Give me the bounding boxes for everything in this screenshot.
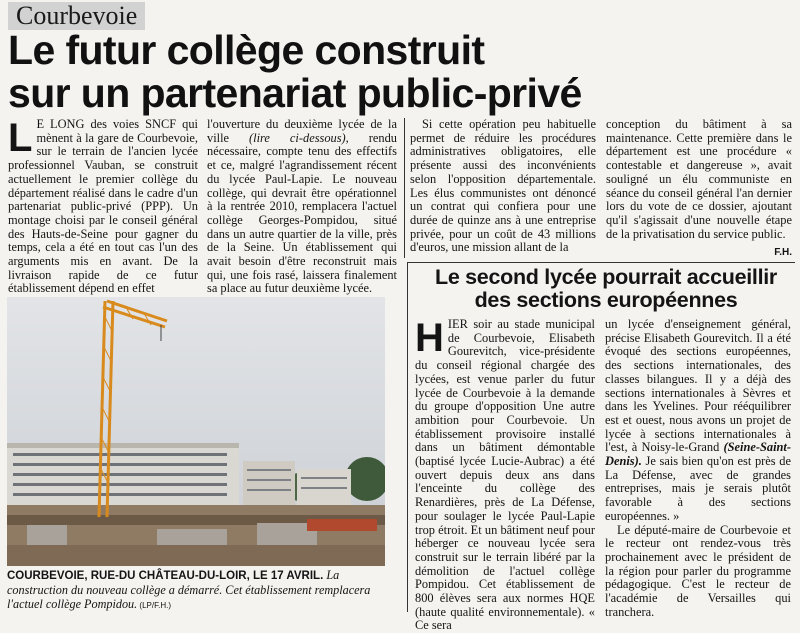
sidebar-title-line-2: des sections européennes <box>474 288 738 312</box>
construction-photo <box>7 297 385 566</box>
article-column-3 <box>410 118 596 255</box>
article-column-2 <box>207 118 397 296</box>
article-column-1 <box>8 118 198 296</box>
article-column-2-text-b: rendu nécessaire, compte tenu des effectifs et ce, malgré l'agrandissement récent du lycée Paul-Lapie. Le nouveau collège, qui devrait être opérationnel à la rentrée 2010, remplacera l'actuel collège Georges-Pompidou, situé dans un autre quartier de la ville, près de la Seine. Un établissement qui avait besoin d'être reconstruit mais qui, une fois rasé, laissera finalement sa place au futur deuxième lycée. <box>207 130 398 296</box>
article-column-4 <box>606 118 792 260</box>
formwork <box>307 519 377 531</box>
sidebar-column-2-text-b: Je sais bien qu'on est près de La Défense, avec de grandes entreprises, mais je serais plutôt favorable à des sections européennes. » <box>605 454 791 523</box>
section-kicker: Courbevoie <box>8 2 145 30</box>
headline-line-2: sur un partenariat public-privé <box>8 70 582 116</box>
sidebar-column-2-text-c: Le député-maire de Courbevoie et le recteur ont rendez-vous très prochainement avec le président de la région pour parler du programme pédagogique. C'est le recteur de l'académie de Versailles qui tranchera. <box>605 522 791 619</box>
sidebar-top-rule <box>407 262 795 263</box>
dropcap: L <box>8 116 33 160</box>
author-signature: F.H. <box>774 247 792 259</box>
sidebar-left-rule <box>407 262 408 612</box>
foreground-dirt <box>7 545 385 566</box>
photo-credit: (LP/F.H.) <box>137 601 171 610</box>
caption-place: COURBEVOIE, RUE-DU CHÂTEAU-DU-LOIR, LE 17 AVRIL. <box>7 570 324 582</box>
construction-site-illustration <box>7 297 385 566</box>
headline-line-1: Le futur collège construit <box>8 27 485 73</box>
caption-text: La construction du nouveau collège a démarré. Cet établissement remplacera l'actuel collège Pompidou. <box>7 568 371 611</box>
apartment-building <box>7 443 239 505</box>
cross-reference: (lire ci-dessous), <box>249 130 349 145</box>
sidebar-title-line-1: Le second lycée pourrait accueillir <box>434 265 777 289</box>
article-column-1-text: E LONG des voies SNCF qui mènent à la gare de Courbevoie, sur le terrain de l'ancien lycée professionnel Vauban, se construit actuellement le premier collège du département réalisé dans le cadre d'un partenariat public-privé (PPP). Un montage choisi par le conseil général des Hauts-de-Seine pour gagner du temps, cela a été en tout cas l'un des arguments mis en avant. De la livraison rapide de ce futur établissement dépend en effet <box>8 117 198 296</box>
photo-caption <box>7 568 385 613</box>
article-column-4-text: conception du bâtiment à sa maintenance. Cette première dans le département est une procédure « contestable et dangereuse », avait souligné un élu communiste en séance du conseil général l'an dernier lors du vote de ce dossier, ajoutant qu'il s'agissait d'une nouvelle étape de la privatisation du service public. <box>606 117 792 241</box>
column-divider <box>404 118 405 258</box>
sidebar-column-1-text: IER soir au stade municipal de Courbevoie, Elisabeth Gourevitch, vice-présidente du conseil régional chargée des lycées, est venue parler du futur lycée de Courbevoie à la demande du groupe d'opposition Une autre ambition pour Courbevoie. Un établissement provisoire installé dans un bâtiment démontable (baptisé lycée Lucie-Aubrac) a été ouvert depuis deux ans dans l'enceinte du collège des Renardières, près de La Défense, pour soulager le lycée Paul-Lapie trop étroit. Et un bâtiment neuf pour héberger ce nouveau lycée sera construit sur le terrain libéré par la démolition de l'actuel collège Pompidou. Cet établissement de 800 élèves sera aux normes HQE (haute qualité environnementale). « Ce sera <box>415 317 595 633</box>
sidebar-title <box>420 266 792 312</box>
sidebar-column-2-text-a: un lycée d'enseignement général, précise Elisabeth Gourevitch. Il a été évoqué des sections européennes, des sections internationales, des classes bilangues. Il y a déjà des sections internationales à Sèvres et dans les Yvelines. Pour rééquilibrer est et ouest, nous avons un projet de lycée à sections internationales à l'est, à Noisy-le-Grand <box>605 317 791 455</box>
headline <box>8 29 648 115</box>
sidebar-column-1 <box>415 318 595 633</box>
sidebar-column-2 <box>605 318 791 619</box>
article-column-2-text-a: l'ouverture du deuxième lycée de la ville <box>207 117 397 145</box>
sidebar-dropcap: H <box>415 316 444 360</box>
place-note: (Seine-Saint-Denis). <box>605 440 791 469</box>
article-column-3-text: Si cette opération peu habituelle permet de réduire les procédures administratives obligatoires, elle présente aussi des inconvénients selon l'opposition départementale. Les élus communistes ont dénoncé un contrat qui confiera pour une durée de quinze ans à une entreprise privée, pour un coût de 43 millions d'euros, une mission allant de la <box>410 117 596 255</box>
